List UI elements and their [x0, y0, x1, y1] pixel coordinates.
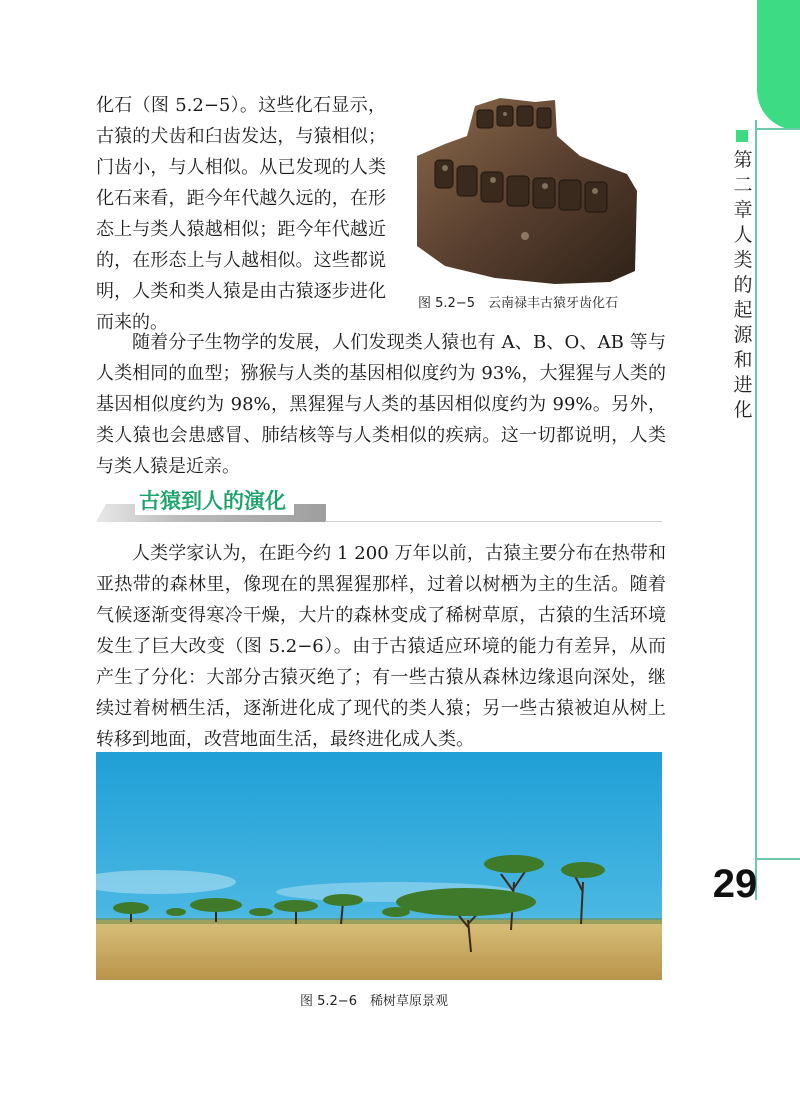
section-heading-rule — [325, 521, 662, 522]
fossil-jaw-photo — [405, 96, 640, 286]
paragraph-molecular-biology: 随着分子生物学的发展，人们发现类人猿也有 A、B、O、AB 等与人类相同的血型；猕猴与人类的基因相似度约为 93%，大猩猩与人类的基因相似度约为 98%，黑猩猩与人类的基因相似度约为 99%。另外，类人猿也会患感冒、肺结核等与人类相似的疾病。这一切都说明，人类与类人猿是近亲。 — [96, 332, 666, 477]
page-number: 29 — [712, 862, 758, 906]
margin-bottom-rule — [755, 858, 800, 860]
chapter-tab-decoration — [757, 0, 800, 130]
margin-vertical-rule — [755, 120, 757, 900]
paragraph-ape-to-human: 人类学家认为，在距今约 1 200 万年以前，古猿主要分布在热带和亚热带的森林里，像现在的黑猩猩那样，过着以树栖为主的生活。随着气候逐渐变得寒冷干燥，大片的森林变成了稀树草原，古猿的生活环境发生了巨大改变（图 5.2−6）。由于古猿适应环境的能力有差异，从而产生了分化：大部分古猿灭绝了；有一些古猿从森林边缘退向深处，继续过着树栖生活，逐渐进化成了现代的类人猿；另一些古猿被迫从树上转移到地面，改营地面生活，最终进化成人类。 — [96, 543, 666, 750]
savanna-landscape-photo — [96, 752, 662, 980]
chapter-marker-square — [736, 130, 748, 142]
intro-paragraph: 化石（图 5.2−5）。这些化石显示，古猿的犬齿和臼齿发达，与猿相似；门齿小，与人相似。从已发现的人类化石来看，距今年代越久远的，在形态上与类人猿越相似；距今年代越近的，在形态上与人越相似。这些都说明，人类和类人猿是由古猿逐步进化而来的。 — [96, 95, 386, 333]
section-heading: 古猿到人的演化 — [135, 485, 294, 515]
chapter-title-vertical: 第二章 人类的起源和进化 — [733, 149, 753, 421]
figure-5-2-6-caption: 图 5.2−6 稀树草原景观 — [300, 994, 448, 1009]
margin-top-rule — [755, 128, 800, 130]
figure-5-2-5-caption: 图 5.2−5 云南禄丰古猿牙齿化石 — [418, 296, 618, 311]
